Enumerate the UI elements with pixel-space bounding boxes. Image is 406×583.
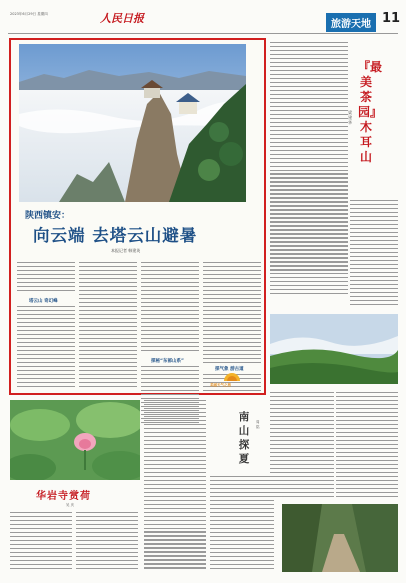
lower-right-text-a: [270, 392, 334, 500]
article-kicker: 陕西镇安：: [25, 211, 71, 221]
text-column-1: [17, 262, 75, 294]
text-column-4: [203, 262, 261, 366]
lower-right-text-b: [336, 392, 398, 500]
text-column-2: [79, 262, 137, 390]
issue-date: 2023年6月29日 星期四: [10, 12, 48, 16]
featured-article[interactable]: [9, 38, 266, 395]
lotus-article-title: 华岩寺赏荷: [36, 491, 91, 502]
article-photo-mountain: [19, 44, 246, 202]
subhead-3: 探气象 游古道: [215, 367, 244, 372]
right-text-block-top: [270, 42, 348, 297]
mountain-temple-photo: [19, 44, 246, 202]
forest-path-image: [282, 504, 398, 572]
sun-emblem-icon: [223, 370, 241, 382]
weather-trip-badge: 美丽天气之旅: [210, 383, 231, 387]
right-text-block-narrow: [350, 200, 398, 308]
tea-hill-photo: [270, 314, 398, 384]
section-label: 旅游天地: [326, 13, 376, 32]
nanshan-article-author: 周铭: [256, 420, 260, 429]
text-column-1b: [17, 306, 75, 390]
lotus-image: [10, 400, 140, 480]
newspaper-logo: 人民日报: [100, 12, 144, 25]
text-column-3: [141, 262, 199, 354]
tea-garden-author: 梁建华: [348, 110, 352, 125]
article-byline: 本报记者 韩建英: [111, 248, 141, 253]
nanshan-article-title: 南山探夏: [238, 411, 250, 465]
lotus-text-a: [10, 512, 72, 572]
lotus-photo: [10, 400, 140, 480]
lotus-article-author: 吴 庆: [66, 503, 75, 507]
page-header: [8, 8, 401, 34]
subhead-1: 塔云山 奇幻峰: [29, 299, 58, 304]
middle-text-a: [144, 400, 206, 571]
tea-hill-image: [270, 314, 398, 384]
lotus-text-b: [76, 512, 138, 572]
article-headline: 向云端 去塔云山避暑: [33, 226, 198, 245]
page-number: 11: [382, 11, 401, 26]
subhead-2: 探秘“东部山系”: [151, 359, 184, 364]
forest-path-photo: [282, 504, 398, 572]
middle-text-b: [210, 476, 274, 572]
tea-garden-title: 『最美茶园』木耳山: [358, 60, 383, 164]
